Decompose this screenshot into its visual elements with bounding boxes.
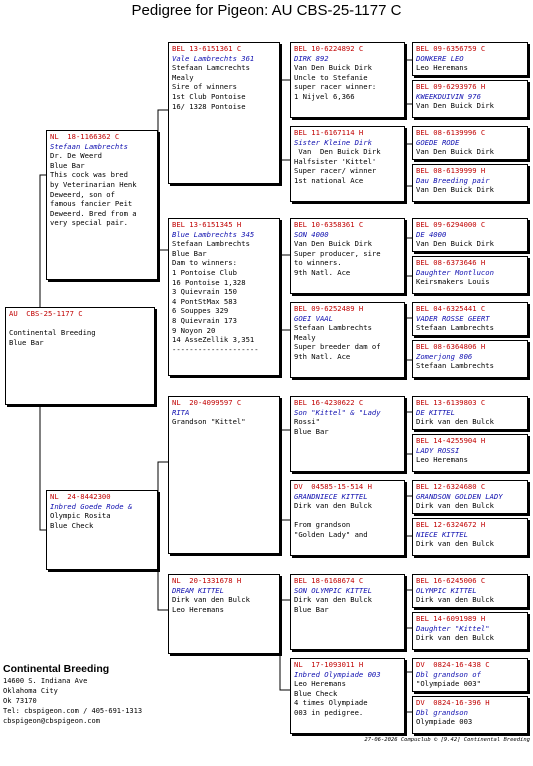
pigeon-name: GOEI VAAL <box>294 313 333 323</box>
gen4-box-10[interactable] <box>412 434 528 472</box>
ring-number: DV 0824-16-438 C <box>416 660 490 669</box>
breeder-address: 14600 S. Indiana Ave <box>3 677 88 685</box>
pedigree-note-line: 1st Club Pontoise <box>172 91 246 101</box>
gen3-box-1[interactable] <box>290 42 405 118</box>
pedigree-note-line: Leo Heremans <box>416 455 468 465</box>
pigeon-name: NIECE KITTEL <box>416 529 468 539</box>
gen4-box-3[interactable] <box>412 126 528 160</box>
gen4-box-8[interactable] <box>412 340 528 378</box>
pedigree-note-line: Leo Heremans <box>294 679 346 689</box>
pedigree-note-line: Dirk van den Bulck <box>416 501 494 511</box>
pedigree-note-line: Halfsister 'Kittel' <box>294 156 377 166</box>
sire-sire-box[interactable] <box>168 42 280 184</box>
pigeon-name: Son "Kittel" & "Lady <box>294 407 381 417</box>
pedigree-note-line <box>294 511 401 521</box>
ring-number: DV 04585-15-514 H <box>294 482 372 491</box>
pedigree-note-line: Dirk van den Bulck <box>416 539 494 549</box>
pedigree-note-line: Dirk van den Bulck <box>172 595 250 605</box>
pedigree-note-line: 9 Noyon 20 <box>172 325 216 335</box>
gen4-box-14[interactable] <box>412 612 528 650</box>
gen4-box-7[interactable] <box>412 302 528 336</box>
pedigree-note-line: super racer winner: <box>294 82 377 92</box>
pedigree-note-line: Uncle to Stefanie <box>294 72 368 82</box>
pigeon-name: SON 4000 <box>294 229 329 239</box>
pigeon-name: GRANDNIECE KITTEL <box>294 491 368 501</box>
pigeon-name: OLYMPIC KITTEL <box>416 585 477 595</box>
pigeon-name: Vale Lambrechts 361 <box>172 53 255 63</box>
pigeon-name: Sister Kleine Dirk <box>294 137 372 147</box>
pedigree-note-line: Dam to winners: <box>172 258 237 268</box>
pedigree-note-line: famous fancier Peit <box>50 199 133 209</box>
pedigree-note-line: Dirk van den Bulck <box>416 633 494 643</box>
ring-number: BEL 08-6139999 H <box>416 166 486 175</box>
pedigree-note-line: -------------------- <box>172 344 259 354</box>
pedigree-note-line: Blue Check <box>294 688 338 698</box>
ring-number: BEL 13-6151361 C <box>172 44 242 53</box>
ring-number: BEL 08-6364806 H <box>416 342 486 351</box>
pigeon-name: DE 4000 <box>416 229 447 239</box>
ring-number: BEL 04-6325441 C <box>416 304 486 313</box>
pedigree-note-line: Mealy <box>294 332 316 342</box>
subject-pigeon-box[interactable] <box>5 307 155 405</box>
pigeon-name: LADY ROSSI <box>416 445 460 455</box>
ring-number: BEL 09-6252489 H <box>294 304 364 313</box>
ring-number: BEL 12-6324680 C <box>416 482 486 491</box>
pedigree-note-line: Leo Heremans <box>172 604 224 614</box>
pigeon-name: DIRK 892 <box>294 53 329 63</box>
breeder-name: Continental Breeding <box>3 663 110 675</box>
page-title: Pedigree for Pigeon: AU CBS-25-1177 C <box>131 2 402 19</box>
pedigree-note-line: Dirk van den Bulck <box>294 501 372 511</box>
ring-number: BEL 13-6139803 C <box>416 398 486 407</box>
pedigree-note-line: Deweerd, son of <box>50 189 115 199</box>
gen4-box-12[interactable] <box>412 518 528 556</box>
gen3-box-7[interactable] <box>290 574 405 650</box>
ring-number: BEL 14-4255904 H <box>416 436 486 445</box>
ring-number: BEL 08-6373646 H <box>416 258 486 267</box>
ring-number: NL 18-1166362 C <box>50 132 120 141</box>
ring-number: BEL 10-6358361 C <box>294 220 364 229</box>
ring-number: BEL 18-6168674 C <box>294 576 364 585</box>
ring-number: NL 17-1093011 H <box>294 660 364 669</box>
breeder-tel: Tel: cbspigeon.com / 405-691-1313 <box>3 707 143 715</box>
pigeon-name: Dbl grandson of <box>416 669 481 679</box>
pedigree-note-line: 1st national Ace <box>294 175 364 185</box>
gen4-box-2[interactable] <box>412 80 528 118</box>
gen3-box-6[interactable] <box>290 480 405 556</box>
gen4-box-13[interactable] <box>412 574 528 608</box>
ring-number: BEL 11-6167114 H <box>294 128 364 137</box>
ring-number: BEL 09-6356759 C <box>416 44 486 53</box>
pedigree-note-line: Van Den Buick Dirk <box>294 147 381 157</box>
pedigree-note-line: Blue Bar <box>50 160 85 170</box>
gen3-box-8[interactable] <box>290 658 405 734</box>
pedigree-note-line: Van Den Buick Dirk <box>294 63 372 73</box>
pedigree-note-line: Dirk van den Bulck <box>416 417 494 427</box>
gen3-box-5[interactable] <box>290 396 405 472</box>
pigeon-name: Zomerjong 806 <box>416 351 473 361</box>
gen4-box-5[interactable] <box>412 218 528 252</box>
pedigree-note-line: 4 PontStMax 583 <box>172 296 237 306</box>
pedigree-note-line: Blue Bar <box>294 426 329 436</box>
pedigree-note-line: Van Den Buick Dirk <box>416 239 494 249</box>
pedigree-note-line: Grandson "Kittel" <box>172 417 246 427</box>
ring-number: NL 24-8442300 <box>50 492 111 501</box>
pedigree-note-line: Deweerd. Bred from a <box>50 208 137 218</box>
pedigree-note-line: Sire of winners <box>172 82 237 92</box>
ring-number: BEL 12-6324672 H <box>416 520 486 529</box>
ring-number: BEL 13-6151345 H <box>172 220 242 229</box>
ring-number: BEL 16-6245006 C <box>416 576 486 585</box>
pedigree-note-line: Leo Heremans <box>416 63 468 73</box>
pedigree-note-line: Stefaan Lambrechts <box>172 239 250 249</box>
pedigree-note-line: Blue Bar <box>9 337 44 347</box>
pedigree-note-line: Stefaan Lamcrechts <box>172 63 250 73</box>
pigeon-name: VADER ROSSE GEERT <box>416 313 490 323</box>
pigeon-name: Daughter "Kittel" <box>416 623 490 633</box>
dam-sire-box[interactable] <box>168 396 280 554</box>
pedigree-note-line: 16/ 1328 Pontoise <box>172 101 246 111</box>
pedigree-note-line: 003 in pedigree. <box>294 707 364 717</box>
breeder-state: Ok 73170 <box>3 697 37 705</box>
gen3-box-2[interactable] <box>290 126 405 202</box>
gen4-box-11[interactable] <box>412 480 528 514</box>
pedigree-note-line: 1 Nijvel 6,366 <box>294 91 355 101</box>
pedigree-note-line: Dr. De Weerd <box>50 151 102 161</box>
pigeon-name: SON OLYMPIC KITTEL <box>294 585 372 595</box>
pigeon-name: RITA <box>172 407 190 417</box>
ring-number: BEL 08-6139996 C <box>416 128 486 137</box>
pedigree-note-line: From grandson <box>294 520 351 530</box>
pedigree-note-line: Van Den Buick Dirk <box>416 147 494 157</box>
pedigree-note-line: 6 Souppes 329 <box>172 306 229 316</box>
pigeon-name: Blue Lambrechts 345 <box>172 229 255 239</box>
pedigree-note-line: Rossi" <box>294 417 320 427</box>
breeder-info <box>3 662 173 726</box>
gen4-box-4[interactable] <box>412 164 528 202</box>
ring-number: AU CBS-25-1177 C <box>9 309 83 318</box>
gen4-box-9[interactable] <box>412 396 528 430</box>
pedigree-note-line: Stefaan Lambrechts <box>294 323 372 333</box>
pedigree-note-line: 16 Pontoise 1,328 <box>172 277 246 287</box>
footer-text: 27-06-2026 Compuclub © [9.42] Continental Breeding <box>364 737 530 743</box>
breeder-email[interactable]: cbspigeon@cbspigeon.com <box>3 717 100 725</box>
pigeon-name: KWEEKDUIVIN 976 <box>416 91 481 101</box>
gen4-box-6[interactable] <box>412 256 528 294</box>
pedigree-note-line: This cock was bred <box>50 170 128 180</box>
gen3-box-3[interactable] <box>290 218 405 294</box>
pedigree-note-line: by Veterinarian Henk <box>50 179 137 189</box>
pedigree-note-line: Olympic Rosita <box>50 511 111 521</box>
pedigree-note-line: 1 Pontoise Club <box>172 267 237 277</box>
pedigree-note-line: 14 AsseZellik 3,351 <box>172 335 255 345</box>
gen4-box-1[interactable] <box>412 42 528 76</box>
pedigree-note-line: Van Den Buick Dirk <box>416 101 494 111</box>
ring-number: NL 20-1331678 H <box>172 576 242 585</box>
pedigree-note-line: Van Den Buick Dirk <box>294 239 372 249</box>
gen3-box-4[interactable] <box>290 302 405 378</box>
dam-box[interactable] <box>46 490 158 570</box>
ring-number: BEL 16-4230622 C <box>294 398 364 407</box>
pedigree-note-line: 9th Natl. Ace <box>294 351 351 361</box>
pedigree-note-line: Blue Bar <box>294 604 329 614</box>
gen4-box-16[interactable] <box>412 696 528 734</box>
pedigree-note-line: Mealy <box>172 72 194 82</box>
pigeon-name: Inbred Goede Rode & <box>50 501 133 511</box>
pedigree-note-line: Van Den Buick Dirk <box>416 185 494 195</box>
pigeon-name: DE KITTEL <box>416 407 455 417</box>
pedigree-note-line: Super racer/ winner <box>294 166 377 176</box>
gen4-box-15[interactable] <box>412 658 528 692</box>
pedigree-note-line: Keirsmakers Louis <box>416 277 490 287</box>
pedigree-note-line: very special pair. <box>50 218 128 228</box>
pedigree-note-line: to winners. <box>294 258 342 268</box>
dam-dam-box[interactable] <box>168 574 280 654</box>
pedigree-note-line: Stefaan Lambrechts <box>416 323 494 333</box>
ring-number: BEL 10-6224892 C <box>294 44 364 53</box>
pedigree-note-line: Dirk van den Bulck <box>416 595 494 605</box>
pedigree-note-line: Super breeder dam of <box>294 342 381 352</box>
pedigree-note-line: 9th Natl. Ace <box>294 267 351 277</box>
pedigree-note-line: 8 Quievrain 173 <box>172 315 237 325</box>
pedigree-note-line: Stefaan Lambrechts <box>416 361 494 371</box>
pedigree-note-line: 4 times Olympiade <box>294 698 368 708</box>
pigeon-name: Dbl grandson <box>416 707 468 717</box>
ring-number: BEL 09-6293976 H <box>416 82 486 91</box>
ring-number: BEL 09-6294000 C <box>416 220 486 229</box>
pedigree-note-line: "Golden Lady" and <box>294 529 368 539</box>
pigeon-name: Inbred Olympiade 003 <box>294 669 381 679</box>
pedigree-note-line: Continental Breeding <box>9 328 96 338</box>
ring-number: BEL 14-6091989 H <box>416 614 486 623</box>
ring-number: DV 0824-16-396 H <box>416 698 490 707</box>
pigeon-name: GRANDSON GOLDEN LADY <box>416 491 503 501</box>
pedigree-note-line <box>9 319 151 329</box>
pigeon-name: Stefaan Lambrechts <box>50 141 128 151</box>
pigeon-name: DONKERE LEO <box>416 53 464 63</box>
ring-number: NL 20-4099597 C <box>172 398 242 407</box>
pigeon-name: Daughter Montlucon <box>416 267 494 277</box>
sire-dam-box[interactable] <box>168 218 280 376</box>
pedigree-note-line: Super producer, sire <box>294 248 381 258</box>
sire-box[interactable] <box>46 130 158 280</box>
pedigree-note-line: Blue Check <box>50 520 94 530</box>
pigeon-name: DREAM KITTEL <box>172 585 224 595</box>
pedigree-note-line: Blue Bar <box>172 248 207 258</box>
pigeon-name: GOEDE RODE <box>416 137 460 147</box>
breeder-city: Oklahoma City <box>3 687 58 695</box>
pedigree-note-line: "Olympiade 003" <box>416 679 481 689</box>
pigeon-name: Dau Breeding pair <box>416 175 490 185</box>
pedigree-note-line: Dirk van den Bulck <box>294 595 372 605</box>
pedigree-note-line: Olympiade 003 <box>416 717 473 727</box>
pedigree-note-line: 3 Quievrain 150 <box>172 287 237 297</box>
